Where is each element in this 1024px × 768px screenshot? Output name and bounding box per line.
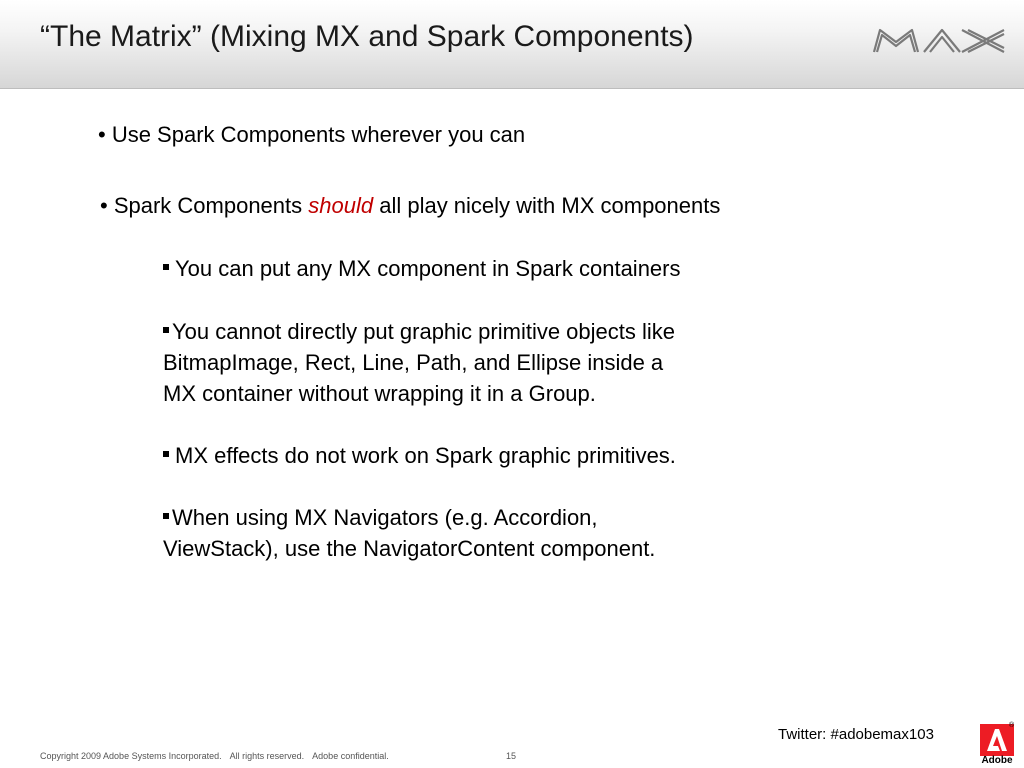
footer-copyright: Copyright 2009 Adobe Systems Incorporated. All rights reserved. Adobe confidential. — [40, 751, 389, 761]
square-bullet-icon — [163, 451, 169, 457]
sub-bullet-4: When using MX Navigators (e.g. Accordion, ViewStack), use the NavigatorContent component. — [163, 505, 656, 561]
twitter-hashtag: Twitter: #adobemax103 — [778, 726, 934, 743]
bullet-spark-mx — [100, 191, 720, 221]
max-logo — [872, 28, 1006, 54]
sub-bullet-1: You can put any MX component in Spark containers — [163, 253, 803, 284]
bullet-use-spark: • Use Spark Components wherever you can — [98, 122, 526, 147]
square-bullet-icon — [163, 513, 169, 519]
square-bullet-icon — [163, 327, 169, 333]
page-number: 15 — [506, 751, 517, 761]
registered-mark: ® — [1009, 722, 1015, 729]
sub-bullet-3: MX effects do not work on Spark graphic primitives. — [163, 440, 803, 471]
bullet-suffix: all play nicely with MX components — [373, 193, 721, 218]
adobe-logo — [980, 724, 1014, 768]
emphasis-should: should — [308, 193, 374, 218]
sub-bullet-2: You cannot directly put graphic primitive objects like BitmapImage, Rect, Line, Path, and Ellipse inside a MX container without wrapping it in a Group. — [163, 319, 676, 406]
adobe-wordmark: Adobe — [981, 755, 1013, 766]
slide-title: “The Matrix” (Mixing MX and Spark Components) — [40, 20, 694, 53]
square-bullet-icon — [163, 264, 169, 270]
bullet-prefix: • Spark Components — [100, 193, 309, 218]
slide-header — [0, 0, 1024, 89]
